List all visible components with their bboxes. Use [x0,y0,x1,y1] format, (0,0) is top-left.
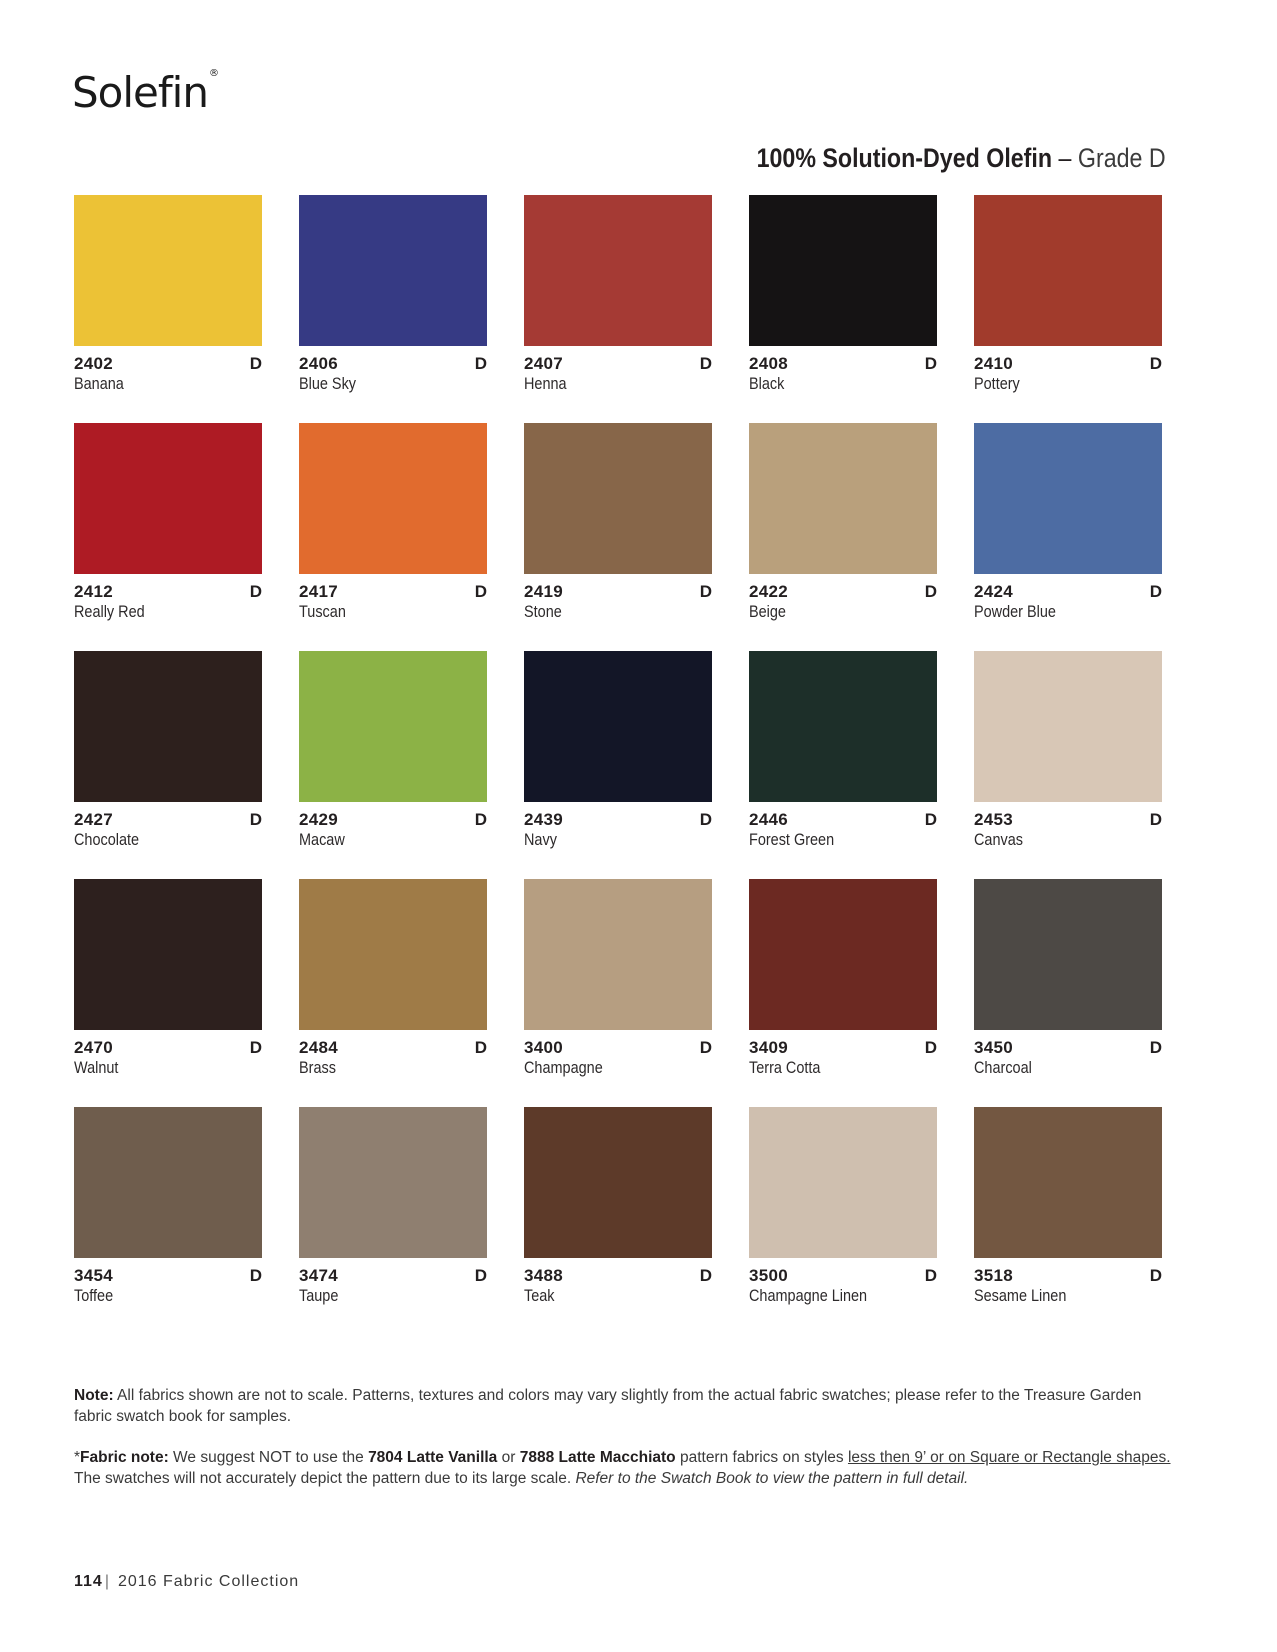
swatch-label [299,1038,487,1082]
swatch-label [74,810,262,854]
swatch-label [974,582,1162,626]
swatch-grade: D [699,810,712,829]
swatch-code: 2407 [524,354,564,373]
fabric-note [74,1447,1174,1489]
swatch-code: 3488 [524,1266,564,1285]
swatch-name: Pottery [974,374,1020,393]
swatch-color-chip [74,879,262,1030]
fabric-swatch [974,195,1162,398]
swatch-name: Teak [524,1286,555,1305]
swatch-name: Brass [299,1058,336,1077]
swatch-grade: D [924,810,937,829]
swatch-color-chip [749,1107,937,1258]
swatch-grade: D [249,1266,262,1285]
swatch-label [974,1266,1162,1310]
swatch-label [749,354,937,398]
fabric-swatch [299,1107,487,1310]
general-note [74,1385,1174,1427]
swatch-grade: D [1149,1038,1162,1057]
swatch-color-chip [524,423,712,574]
swatch-code: 2412 [74,582,114,601]
swatch-grade: D [924,582,937,601]
swatch-name: Really Red [74,602,145,621]
fabric-swatch [749,195,937,398]
fabric-swatch [749,651,937,854]
swatch-color-chip [299,195,487,346]
page-footer [74,1573,299,1591]
swatch-color-chip [749,651,937,802]
swatch-code: 2453 [974,810,1014,829]
fabric-latte-macchiato: 7888 Latte Macchiato [519,1449,676,1466]
fabric-swatch [74,1107,262,1310]
swatch-code: 3518 [974,1266,1014,1285]
swatch-label [299,354,487,398]
fabric-swatch [524,423,712,626]
swatch-color-chip [74,195,262,346]
fabric-note-italic: Refer to the Swatch Book to view the pattern in full detail. [575,1470,969,1487]
notes-section [74,1385,1174,1509]
swatch-label [974,810,1162,854]
title-dash: – [1058,143,1072,173]
swatch-label [299,1266,487,1310]
fabric-swatch [299,195,487,398]
swatch-code: 3454 [74,1266,114,1285]
swatch-code: 2429 [299,810,339,829]
fabric-swatch [299,879,487,1082]
swatch-name: Taupe [299,1286,339,1305]
fabric-swatch [974,423,1162,626]
swatch-color-chip [524,879,712,1030]
fabric-swatch [749,423,937,626]
swatch-name: Powder Blue [974,602,1056,621]
swatch-color-chip [74,1107,262,1258]
swatch-label [749,1266,937,1310]
swatch-code: 2406 [299,354,339,373]
swatch-name: Champagne [524,1058,603,1077]
swatch-name: Macaw [299,830,345,849]
fabric-swatch [749,879,937,1082]
swatch-grade: D [1149,582,1162,601]
swatch-color-chip [749,195,937,346]
swatch-label [974,1038,1162,1082]
swatch-label [74,1038,262,1082]
swatch-label [524,582,712,626]
swatch-grade: D [1149,1266,1162,1285]
swatch-color-chip [299,879,487,1030]
fabric-note-text: or [497,1449,520,1466]
fabric-swatch [524,651,712,854]
swatch-color-chip [974,195,1162,346]
fabric-note-text: We suggest NOT to use the [168,1449,369,1466]
fabric-swatch [299,423,487,626]
swatch-label [299,810,487,854]
fabric-swatch [974,651,1162,854]
swatch-grade: D [474,810,487,829]
swatch-color-chip [299,651,487,802]
swatch-grade: D [924,354,937,373]
swatch-name: Henna [524,374,567,393]
collection-name: 2016 Fabric Collection [117,1573,300,1590]
swatch-grade: D [1149,810,1162,829]
swatch-code: 2408 [749,354,789,373]
swatch-code: 2470 [74,1038,114,1057]
swatch-color-chip [524,195,712,346]
swatch-grade: D [699,354,712,373]
swatch-grade: D [474,354,487,373]
swatch-color-chip [974,1107,1162,1258]
page-title [757,143,1166,174]
swatch-color-chip [299,1107,487,1258]
swatch-name: Tuscan [299,602,346,621]
fabric-swatch [524,879,712,1082]
swatch-grade: D [924,1266,937,1285]
swatch-label [749,582,937,626]
swatch-name: Chocolate [74,830,140,849]
swatch-name: Black [749,374,785,393]
swatch-name: Navy [524,830,557,849]
fabric-note-label: Fabric note: [80,1449,169,1466]
swatch-code: 3450 [974,1038,1014,1057]
fabric-latte-vanilla: 7804 Latte Vanilla [368,1449,498,1466]
fabric-swatch [74,879,262,1082]
footer-separator: | [104,1573,110,1590]
swatch-name: Sesame Linen [974,1286,1067,1305]
swatch-grade: D [249,354,262,373]
swatch-code: 2422 [749,582,789,601]
fabric-note-text: pattern fabrics on styles [675,1449,848,1466]
swatch-label [524,810,712,854]
swatch-label [749,1038,937,1082]
swatch-color-chip [299,423,487,574]
swatch-grade: D [474,1266,487,1285]
swatch-code: 2484 [299,1038,339,1057]
swatch-color-chip [749,879,937,1030]
swatch-code: 2419 [524,582,564,601]
swatch-code: 3500 [749,1266,789,1285]
swatch-grade: D [474,582,487,601]
swatch-name: Forest Green [749,830,835,849]
swatch-color-chip [974,423,1162,574]
swatch-label [749,810,937,854]
swatch-code: 2427 [74,810,114,829]
swatch-name: Stone [524,602,562,621]
swatch-name: Terra Cotta [749,1058,821,1077]
swatch-color-chip [524,1107,712,1258]
fabric-swatch [524,195,712,398]
note-label: Note: [74,1387,114,1404]
swatch-label [974,354,1162,398]
swatch-label [524,1038,712,1082]
swatch-grade: D [1149,354,1162,373]
fabric-swatch [74,195,262,398]
swatch-color-chip [524,651,712,802]
fabric-swatch [74,651,262,854]
swatch-name: Blue Sky [299,374,357,393]
swatch-grade: D [474,1038,487,1057]
solefin-logo: Solefin® [72,68,218,117]
swatch-color-chip [74,651,262,802]
swatch-grade: D [249,810,262,829]
swatch-color-chip [74,423,262,574]
swatch-code: 3474 [299,1266,339,1285]
fabric-swatch [524,1107,712,1310]
swatch-name: Toffee [74,1286,114,1305]
swatch-label [524,354,712,398]
swatch-label [299,582,487,626]
swatch-label [74,354,262,398]
page-number: 114 [74,1573,103,1590]
fabric-swatch [974,1107,1162,1310]
swatch-color-chip [749,423,937,574]
swatch-code: 2410 [974,354,1014,373]
fabric-note-underlined: less then 9’ or on Square or Rectangle shapes. [847,1449,1171,1466]
swatch-label [74,1266,262,1310]
fabric-swatch [974,879,1162,1082]
swatch-code: 2439 [524,810,564,829]
swatch-code: 2402 [74,354,114,373]
swatch-code: 2424 [974,582,1014,601]
fabric-note-asterisk: * [74,1449,81,1466]
fabric-swatch [299,651,487,854]
swatch-name: Banana [74,374,124,393]
swatch-label [524,1266,712,1310]
swatch-name: Walnut [74,1058,119,1077]
swatch-color-chip [974,879,1162,1030]
swatch-grade: D [699,582,712,601]
swatch-name: Beige [749,602,786,621]
swatch-code: 2417 [299,582,339,601]
swatch-code: 3409 [749,1038,789,1057]
swatch-grade: D [699,1266,712,1285]
swatch-grade: D [249,1038,262,1057]
fabric-note-text: The swatches will not accurately depict the pattern due to its large scale. [74,1470,576,1487]
swatch-grade: D [699,1038,712,1057]
swatch-code: 2446 [749,810,789,829]
swatch-name: Champagne Linen [749,1286,868,1305]
swatch-grade: D [249,582,262,601]
swatch-grade: D [924,1038,937,1057]
swatch-name: Canvas [974,830,1023,849]
title-main: 100% Solution-Dyed Olefin [756,143,1053,173]
swatch-label [74,582,262,626]
swatch-name: Charcoal [974,1058,1032,1077]
fabric-swatch [74,423,262,626]
swatch-code: 3400 [524,1038,564,1057]
swatch-color-chip [974,651,1162,802]
title-grade: Grade D [1078,143,1166,173]
fabric-swatch [749,1107,937,1310]
note-text: All fabrics shown are not to scale. Patterns, textures and colors may vary slightly from the actual fabric swatches; please refer to the Treasure Garden fabric swatch book for samples. [74,1387,1142,1425]
